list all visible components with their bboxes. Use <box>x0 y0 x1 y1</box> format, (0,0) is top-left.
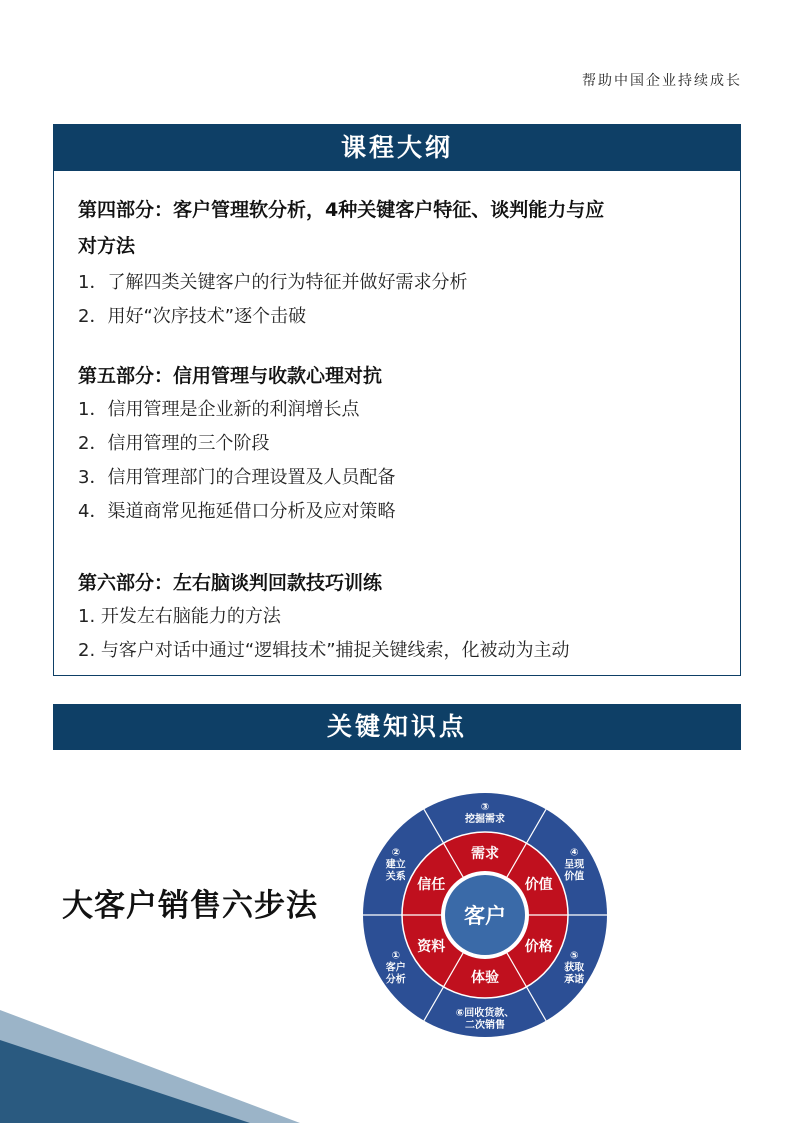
part6-item: 2. 与客户对话中通过“逻辑技术”捕捉关键线索，化被动为主动 <box>78 640 570 661</box>
wheel-inner-label: 价值 <box>524 877 553 893</box>
wheel-outer-label: 呈现 <box>564 859 585 871</box>
wheel-outer-label: 客户 <box>385 962 406 974</box>
part4-title-line2: 对方法 <box>78 235 136 257</box>
wheel-outer-label: 二次销售 <box>465 1020 505 1031</box>
wheel-center-label: 客户 <box>464 904 506 928</box>
part5-item: 3．信用管理部门的合理设置及人员配备 <box>78 467 396 488</box>
part5-item: 2．信用管理的三个阶段 <box>78 433 270 454</box>
wheel-outer-label: ④ <box>569 847 579 859</box>
wheel-outer-label: 承诺 <box>564 974 585 986</box>
part4-item: 1．了解四类关键客户的行为特征并做好需求分析 <box>78 272 468 293</box>
part4-title-line1: 第四部分：客户管理软分析，4种关键客户特征、谈判能力与应 <box>78 199 605 221</box>
wheel-inner-label: 体验 <box>471 970 499 986</box>
six-step-wheel-diagram <box>360 790 610 1040</box>
part6-item: 1. 开发左右脑能力的方法 <box>78 606 281 627</box>
part5-item: 4．渠道商常见拖延借口分析及应对策略 <box>78 501 396 522</box>
wheel-outer-label: 获取 <box>564 962 585 974</box>
part4-item: 2．用好“次序技术”逐个击破 <box>78 306 307 327</box>
wheel-outer-label: ⑤ <box>569 950 579 962</box>
wheel-outer-label: 建立 <box>385 859 406 871</box>
course-outline-box <box>53 171 741 676</box>
wheel-outer-label: 分析 <box>385 974 406 986</box>
part5-item: 1．信用管理是企业新的利润增长点 <box>78 399 360 420</box>
wheel-outer-label: ② <box>391 847 401 859</box>
course-outline-header: 课程大纲 <box>53 124 741 171</box>
company-tagline: 帮助中国企业持续成长 <box>582 73 742 89</box>
wheel-inner-label: 需求 <box>471 846 499 862</box>
wheel-outer-label: 价值 <box>564 871 585 883</box>
wheel-inner-label: 价格 <box>524 939 553 955</box>
wheel-inner-label: 资料 <box>417 939 446 955</box>
part6-title: 第六部分：左右脑谈判回款技巧训练 <box>78 572 383 594</box>
wheel-outer-label: ③ <box>480 802 490 813</box>
wheel-outer-label: ① <box>391 950 401 962</box>
wheel-outer-label: 挖掘需求 <box>465 814 505 825</box>
part5-title: 第五部分：信用管理与收款心理对抗 <box>78 365 383 387</box>
six-steps-title: 大客户销售六步法 <box>62 888 318 924</box>
wheel-outer-label: ⑥回收货款、 <box>455 1008 515 1019</box>
key-knowledge-header: 关键知识点 <box>53 704 741 750</box>
wheel-inner-label: 信任 <box>417 877 446 893</box>
wheel-outer-label: 关系 <box>385 871 406 883</box>
